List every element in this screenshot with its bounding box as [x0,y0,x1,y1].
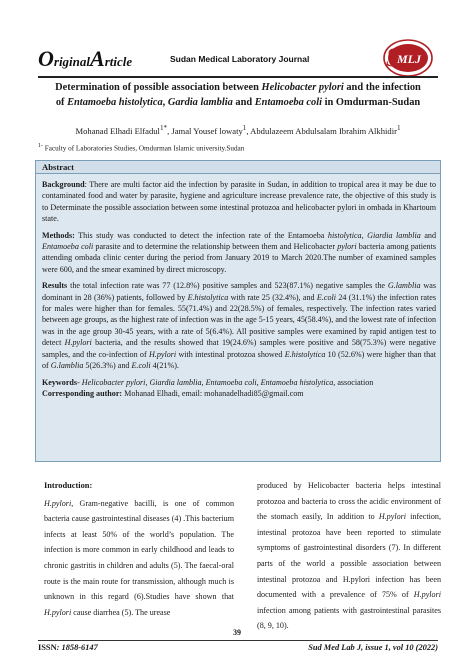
abstract-results: Results the total infection rate was 77 (12.8%) positive samples and 523(87.1%) negative samples the G.lamblia was dominant in 28 (36%) patients, followed by E.histolytica with rate 25 (32.4%), and E.coli 24 (31.1%) the infection rates for males were higher than for females. 55(71.4%) and 22(28.5%) of females, respectively. The infection rates varied between age groups, as the highest rate of infection was in the age 5-15 years, 45(58.4%), and the lowest rate of infection was in the age group 30-45 years, with a rate of 5(6.4%). All positive samples were examined by rapid antigen test to detect H.pylori bacteria, and the results showed that 19(24.6%) samples were positive and 58(75.3%) were negative samples, and the co-infection of H.pylori with intestinal protozoa showed E.histolytica 10 (52.6%) were higher than that of G.lamblia 5(26.3%) and E.coli 4(21%). [42,281,437,371]
abstract-heading: Abstract [36,161,440,174]
corresponding-author-info: Mohanad Elhadi, email: mohanadelhadi85@gmail.com [122,388,304,398]
logo-letter: S [386,43,399,72]
introduction-heading: Introduction: [44,481,93,490]
abstract-methods: Methods: This study was conducted to detect the infection rate of the Entamoeba histolytica, Giardia lamblia and Entamoeba coli parasite and to determine the relationship between them and Helicobacter pylori bacteria among patients attending ombada clinic center during the period from January 2019 to March 2020.The number of examined samples were 600, and the smear examined by direct microscopy. [42,230,437,274]
journal-name: Sudan Medical Laboratory Journal [170,54,310,64]
author-list: Mohanad Elhadi Elfadul$^{1*}$, Jamal Yousef lowaty$^1$, Abdulazeem Abdulsalam Ibrahim Alkhidir$^1$ [75,124,401,136]
introduction-text-right: produced by Helicobacter bacteria helps intestinal protozoa and bacteria to cross the acidic environment of the stomach easily, In addition to H.pylori infection, intestinal protozoa have been reported to stimulate symptoms of gastrointestinal disorders (7). In different parts of the world a possible association between intestinal protozoa and H.pylori infection has been documented with a prevalence of 75% of H.pylori infection among patients with gastrointestinal parasites (8, 9, 10). [257,481,441,631]
brand-letter-o: O [38,46,54,71]
header-divider [38,76,438,78]
introduction-text-left: H.pylori, Gram-negative bacilli, is one of common bacteria cause gastrointestinal diseases (4) .This bacterium infects at least 50% of the world’s population. The infection is more common in early childhood and leads to chronic gastritis in children and adults (5). The faecal-oral route is the main route for transmission, although much is unknown in this regard (6).Studies have shown that H.pylori cause diarrhea (5). The urease [44,498,234,617]
journal-header [38,40,438,76]
logo-text: MLJ [397,52,421,66]
brand-letter-a: A [90,46,105,71]
footer-divider [38,640,438,641]
journal-citation: Sud Med Lab J, issue 1, vol 10 (2022) [308,643,438,652]
abstract-box [35,160,441,462]
article-title: Determination of possible association between Helicobacter pylori and the infection of Entamoeba histolytica, Gardia lamblia and Entamoeba coli in Omdurman-Sudan [55,82,421,108]
body-column-left [44,478,234,620]
corresponding-author-label: Corresponding author: [42,388,123,398]
journal-logo [378,36,434,80]
abstract-background: Background: There are multi factor aid the infection by parasite in Sudan, in addition to tropical area it may be due to contaminated food and water by parasite, hygiene and agriculture increase prevalence rate, the objective of this study is to Determinate the possible association between some intestinal protozoa and helicobacter pylori in ombada in Khartoum state. [42,180,436,224]
affiliation: $^{1-}$ Faculty of Laboratories Studies, Omdurman Islamic university.Sudan [38,143,245,153]
issn: ISSN: 1858-6147 [38,643,98,652]
brand-word-riginal: riginal [53,54,91,69]
brand-word-rticle: rticle [104,54,133,69]
page-number: 39 [233,628,241,637]
article-type-label [38,46,132,72]
abstract-body [42,179,436,399]
abstract-keywords: Keywords- Helicobacter pylori, Giardia lamblia, Entamoeba coli, Entamoeba histolytica, association Corresponding author: Mohanad Elhadi, email: mohanadelhadi85@gmail.com [42,377,374,398]
body-column-right [257,478,441,634]
